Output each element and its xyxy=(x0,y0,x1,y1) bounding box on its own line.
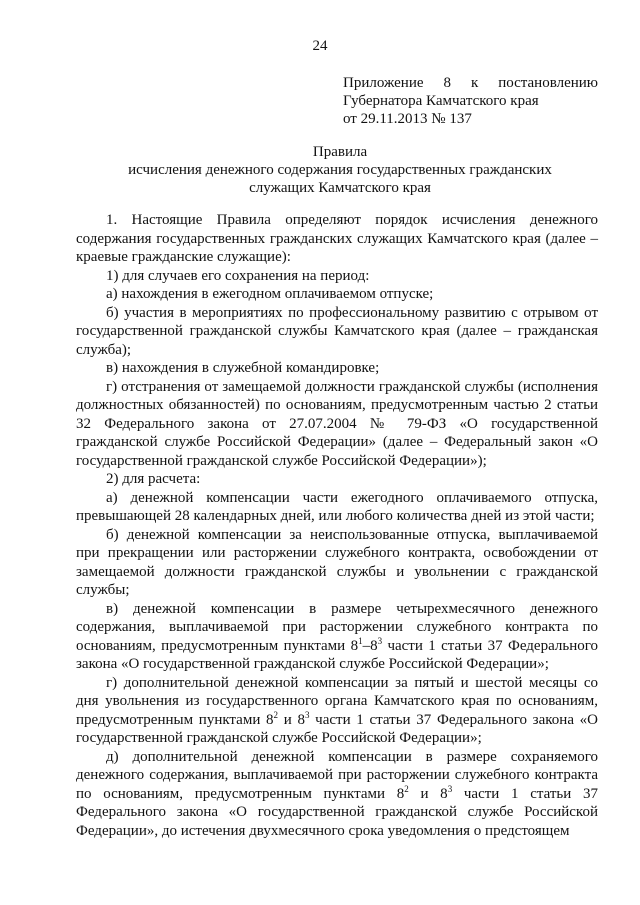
title-line-1: Правила xyxy=(312,144,368,160)
paragraph-1-1-g: г) отстранения от замещаемой должности гражданской службы (исполнения должностных обязанностей) по основаниям, предусмотренным частью 2 статьи 32 Федерального закона от 27.07.2004 № 79-ФЗ «О государственной гражданской службе Российской Федерации» (далее – Федеральный закон «О государственной гражданской службе Российской Федерации»); xyxy=(76,378,598,469)
title-line-3: служащих Камчатского края xyxy=(249,180,431,196)
para-v-text-1: в) денежной компенсации в размере четырехмесячного денежного содержания, выплачиваемой при расторжении служебного контракта по основаниям, предусмотренным пунктами 8 xyxy=(76,600,598,654)
paragraph-1-2: 2) для расчета: xyxy=(106,471,201,487)
para-d-text-2: и 8 xyxy=(408,785,448,802)
paragraph-1-1-a: а) нахождения в ежегодном оплачиваемом отпуске; xyxy=(106,286,434,302)
paragraph-1-2-a: а) денежной компенсации части ежегодного оплачиваемого отпуска, превышающей 28 календарных дней, или любого количества дней из этой части; xyxy=(76,489,598,524)
para-v-text-2: –8 xyxy=(362,637,378,654)
appendix-line-1: Приложение 8 к постановлению xyxy=(343,75,598,91)
title-line-2: исчисления денежного содержания государственных гражданских xyxy=(128,162,552,178)
para-v-sup-2: 3 xyxy=(377,635,383,646)
paragraph-1-2-b: б) денежной компенсации за неиспользованные отпуска, выплачиваемой при прекращении или расторжении служебного контракта, освобождении от замещаемой должности гражданской службы и увольнении с гражданской службы; xyxy=(76,526,598,598)
para-g-text-1: г) дополнительной денежной компенсации за пятый и шестой месяцы со дня увольнения из государственного органа Камчатского края по основаниям, предусмотренным пунктами 8 xyxy=(76,674,598,728)
paragraph-1-1-v: в) нахождения в служебной командировке; xyxy=(106,360,380,376)
appendix-line-2: Губернатора Камчатского края xyxy=(343,93,539,109)
paragraph-1: 1. Настоящие Правила определяют порядок исчисления денежного содержания государственных гражданских служащих Камчатского края (далее – краевые гражданские служащие): xyxy=(76,212,598,265)
paragraph-1-2-v xyxy=(76,600,598,674)
para-v-text-3: части 1 статьи 37 Федерального закона «О государственной гражданской службе Российской Федерации»; xyxy=(76,637,598,672)
para-d-sup-2: 3 xyxy=(447,783,453,794)
para-g-text-2: и 8 xyxy=(278,711,305,728)
paragraph-1-1-b: б) участия в мероприятиях по профессиональному развитию с отрывом от государственной гражданской службы Камчатского края (далее – гражданская служба); xyxy=(76,304,598,358)
paragraph-1-2-g xyxy=(76,674,598,748)
document-title xyxy=(80,143,600,197)
page-number: 24 xyxy=(312,38,328,54)
paragraph-1-1: 1) для случаев его сохранения на период: xyxy=(106,267,370,284)
para-d-text-3: части 1 статьи 37 Федерального закона «О государственной гражданской службе Российской Федерации», до истечения двухмесячного срока уведомления о предстоящем xyxy=(76,785,598,839)
appendix-header xyxy=(343,74,598,128)
appendix-line-3: от 29.11.2013 № 137 xyxy=(343,111,472,127)
para-d-text-1: д) дополнительной денежной компенсации в размере сохраняемого денежного содержания, выплачиваемой при расторжении служебного контракта по основаниям, предусмотренным пунктами 8 xyxy=(76,748,598,802)
paragraph-1-2-d xyxy=(76,748,598,841)
document-body xyxy=(76,211,598,840)
para-v-sup-1: 1 xyxy=(358,635,363,646)
para-d-sup-1: 2 xyxy=(404,783,409,794)
para-g-sup-1: 2 xyxy=(273,709,279,720)
para-g-text-3: части 1 статьи 37 Федерального закона «О государственной гражданской службе Российской Федерации»; xyxy=(76,711,599,746)
para-g-sup-2: 3 xyxy=(304,709,310,720)
